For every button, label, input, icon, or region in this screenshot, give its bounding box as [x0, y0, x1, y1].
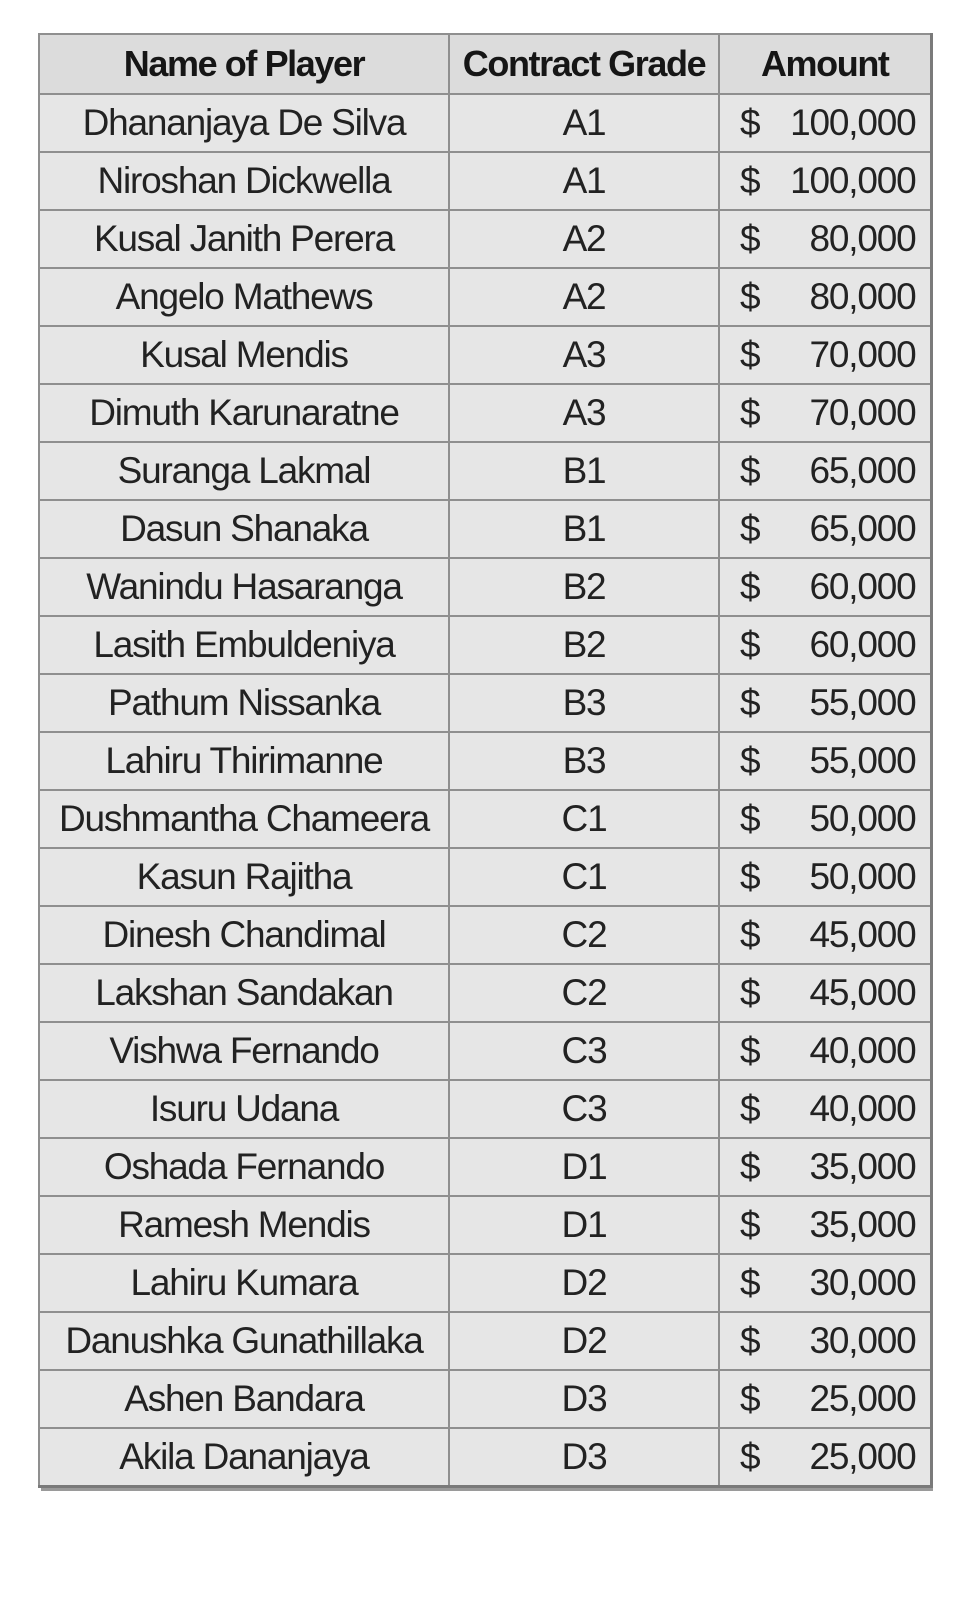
amount-cell [719, 964, 931, 1022]
amount-cell [719, 848, 931, 906]
amount-cell [719, 1022, 931, 1080]
table-row [39, 1080, 931, 1138]
table-row [39, 442, 931, 500]
contract-grade-cell: D2 [449, 1254, 719, 1312]
contract-grade-cell: B2 [449, 616, 719, 674]
currency-symbol: $ [740, 218, 760, 259]
amount-cell [719, 1428, 931, 1487]
amount-cell [719, 94, 931, 152]
amount-value: 45,000 [809, 972, 916, 1013]
amount-value: 35,000 [809, 1146, 916, 1187]
currency-symbol: $ [740, 682, 760, 723]
table-row [39, 1138, 931, 1196]
table-row [39, 848, 931, 906]
amount-value: 45,000 [809, 914, 916, 955]
contract-grade-cell: A3 [449, 326, 719, 384]
amount-cell [719, 1196, 931, 1254]
player-name-cell: Dinesh Chandimal [39, 906, 449, 964]
player-name-cell: Isuru Udana [39, 1080, 449, 1138]
amount-cell [719, 268, 931, 326]
table-row [39, 558, 931, 616]
amount-value: 25,000 [809, 1436, 916, 1477]
amount-cell [719, 384, 931, 442]
currency-symbol: $ [740, 914, 760, 955]
currency-symbol: $ [740, 160, 760, 201]
table-row [39, 1196, 931, 1254]
amount-value: 50,000 [809, 856, 916, 897]
player-name-cell: Lahiru Kumara [39, 1254, 449, 1312]
amount-cell [719, 210, 931, 268]
table-row [39, 906, 931, 964]
player-name-cell: Kusal Janith Perera [39, 210, 449, 268]
contract-grade-cell: A2 [449, 210, 719, 268]
table-row [39, 94, 931, 152]
amount-cell [719, 1138, 931, 1196]
currency-symbol: $ [740, 102, 760, 143]
table-row [39, 268, 931, 326]
amount-cell [719, 326, 931, 384]
currency-symbol: $ [740, 1146, 760, 1187]
currency-symbol: $ [740, 566, 760, 607]
player-name-cell: Kasun Rajitha [39, 848, 449, 906]
amount-cell [719, 558, 931, 616]
amount-value: 60,000 [809, 566, 916, 607]
contract-grade-cell: C2 [449, 906, 719, 964]
amount-cell [719, 616, 931, 674]
currency-symbol: $ [740, 624, 760, 665]
contract-grade-cell: C2 [449, 964, 719, 1022]
player-name-cell: Kusal Mendis [39, 326, 449, 384]
table-row [39, 326, 931, 384]
table-row [39, 210, 931, 268]
currency-symbol: $ [740, 1320, 760, 1361]
table-row [39, 1428, 931, 1487]
player-name-cell: Dasun Shanaka [39, 500, 449, 558]
player-name-cell: Niroshan Dickwella [39, 152, 449, 210]
currency-symbol: $ [740, 508, 760, 549]
table-row [39, 732, 931, 790]
contract-grade-cell: A2 [449, 268, 719, 326]
table-row [39, 384, 931, 442]
amount-cell [719, 442, 931, 500]
currency-symbol: $ [740, 972, 760, 1013]
contract-grade-cell: C3 [449, 1080, 719, 1138]
contract-grade-cell: C3 [449, 1022, 719, 1080]
amount-value: 80,000 [809, 276, 916, 317]
table-row [39, 1312, 931, 1370]
amount-value: 60,000 [809, 624, 916, 665]
player-name-cell: Ashen Bandara [39, 1370, 449, 1428]
currency-symbol: $ [740, 392, 760, 433]
amount-cell [719, 1370, 931, 1428]
amount-value: 100,000 [790, 160, 916, 201]
amount-value: 55,000 [809, 740, 916, 781]
amount-value: 100,000 [790, 102, 916, 143]
table-row [39, 152, 931, 210]
amount-cell [719, 152, 931, 210]
amount-value: 65,000 [809, 450, 916, 491]
amount-value: 30,000 [809, 1262, 916, 1303]
contract-grade-cell: C1 [449, 790, 719, 848]
player-name-cell: Pathum Nissanka [39, 674, 449, 732]
contract-grade-cell: B1 [449, 500, 719, 558]
currency-symbol: $ [740, 450, 760, 491]
contract-grade-cell: B3 [449, 674, 719, 732]
amount-cell [719, 1080, 931, 1138]
amount-cell [719, 1254, 931, 1312]
header-contract-grade: Contract Grade [449, 34, 719, 94]
player-name-cell: Vishwa Fernando [39, 1022, 449, 1080]
currency-symbol: $ [740, 740, 760, 781]
player-name-cell: Dhananjaya De Silva [39, 94, 449, 152]
player-name-cell: Akila Dananjaya [39, 1428, 449, 1487]
contract-grade-cell: A1 [449, 94, 719, 152]
contract-grade-cell: B3 [449, 732, 719, 790]
player-name-cell: Dimuth Karunaratne [39, 384, 449, 442]
table-row [39, 500, 931, 558]
player-name-cell: Lakshan Sandakan [39, 964, 449, 1022]
table-header [39, 34, 931, 94]
currency-symbol: $ [740, 1378, 760, 1419]
amount-value: 70,000 [809, 392, 916, 433]
contract-grade-cell: D1 [449, 1138, 719, 1196]
contract-grade-cell: C1 [449, 848, 719, 906]
currency-symbol: $ [740, 1262, 760, 1303]
contract-grade-cell: B2 [449, 558, 719, 616]
header-row [39, 34, 931, 94]
table-row [39, 616, 931, 674]
currency-symbol: $ [740, 798, 760, 839]
contract-grade-cell: D2 [449, 1312, 719, 1370]
amount-value: 35,000 [809, 1204, 916, 1245]
amount-value: 40,000 [809, 1030, 916, 1071]
amount-value: 55,000 [809, 682, 916, 723]
currency-symbol: $ [740, 1030, 760, 1071]
table-row [39, 790, 931, 848]
table-row [39, 1254, 931, 1312]
amount-cell [719, 732, 931, 790]
contract-grade-cell: B1 [449, 442, 719, 500]
player-name-cell: Dushmantha Chameera [39, 790, 449, 848]
player-contracts-table [38, 33, 933, 1488]
player-name-cell: Angelo Mathews [39, 268, 449, 326]
amount-value: 25,000 [809, 1378, 916, 1419]
contract-grade-cell: D1 [449, 1196, 719, 1254]
player-name-cell: Wanindu Hasaranga [39, 558, 449, 616]
amount-value: 40,000 [809, 1088, 916, 1129]
table-body [39, 94, 931, 1487]
player-name-cell: Oshada Fernando [39, 1138, 449, 1196]
amount-value: 50,000 [809, 798, 916, 839]
currency-symbol: $ [740, 1088, 760, 1129]
player-name-cell: Ramesh Mendis [39, 1196, 449, 1254]
amount-value: 70,000 [809, 334, 916, 375]
currency-symbol: $ [740, 334, 760, 375]
player-name-cell: Danushka Gunathillaka [39, 1312, 449, 1370]
player-name-cell: Lahiru Thirimanne [39, 732, 449, 790]
amount-cell [719, 790, 931, 848]
amount-cell [719, 500, 931, 558]
amount-value: 65,000 [809, 508, 916, 549]
player-name-cell: Lasith Embuldeniya [39, 616, 449, 674]
amount-value: 80,000 [809, 218, 916, 259]
amount-value: 30,000 [809, 1320, 916, 1361]
amount-cell [719, 906, 931, 964]
contract-grade-cell: A3 [449, 384, 719, 442]
currency-symbol: $ [740, 1204, 760, 1245]
table-row [39, 964, 931, 1022]
currency-symbol: $ [740, 856, 760, 897]
table-row [39, 1022, 931, 1080]
header-name-of-player: Name of Player [39, 34, 449, 94]
amount-cell [719, 674, 931, 732]
contract-grade-cell: D3 [449, 1370, 719, 1428]
currency-symbol: $ [740, 276, 760, 317]
header-amount: Amount [719, 34, 931, 94]
contract-grade-cell: A1 [449, 152, 719, 210]
table-row [39, 674, 931, 732]
currency-symbol: $ [740, 1436, 760, 1477]
amount-cell [719, 1312, 931, 1370]
contracts-table-container [38, 33, 930, 1488]
player-name-cell: Suranga Lakmal [39, 442, 449, 500]
table-row [39, 1370, 931, 1428]
contract-grade-cell: D3 [449, 1428, 719, 1487]
